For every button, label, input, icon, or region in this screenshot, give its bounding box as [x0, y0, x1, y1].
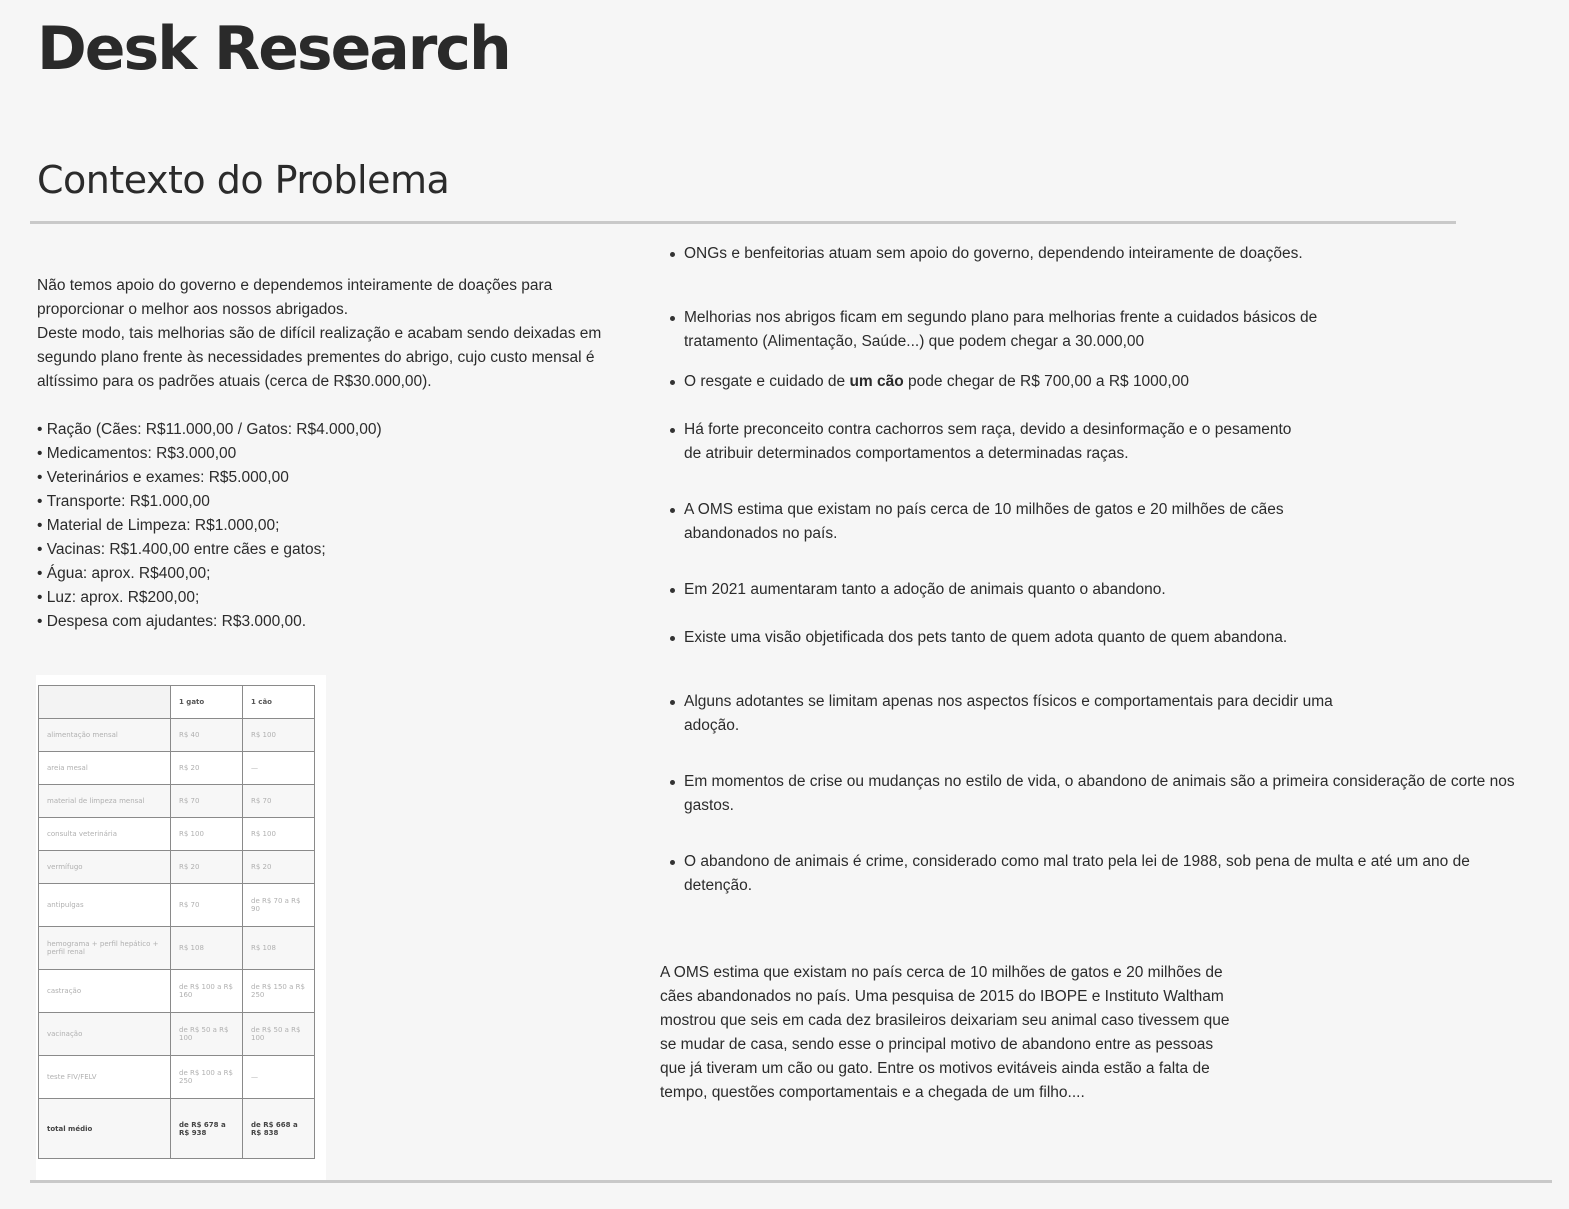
finding-item: A OMS estima que existam no país cerca de 10 milhões de gatos e 20 milhões de cães abandonados no país. — [660, 498, 1324, 546]
table-row — [39, 1013, 315, 1056]
table-row — [39, 785, 315, 818]
table-row — [39, 1056, 315, 1099]
table-cell: de R$ 150 a R$ 250 — [243, 970, 315, 1013]
bottom-divider — [30, 1180, 1552, 1183]
table-cell: R$ 108 — [243, 927, 315, 970]
table-cell: vermífugo — [39, 851, 171, 884]
table-row — [39, 851, 315, 884]
table-cell: R$ 20 — [243, 851, 315, 884]
table-cell: R$ 100 — [243, 719, 315, 752]
table-cell: consulta veterinária — [39, 818, 171, 851]
table-cell: de R$ 50 a R$ 100 — [171, 1013, 243, 1056]
table-cell: material de limpeza mensal — [39, 785, 171, 818]
table-cell: teste FIV/FELV — [39, 1056, 171, 1099]
cost-item: • Ração (Cães: R$11.000,00 / Gatos: R$4.000,00) — [37, 418, 637, 442]
finding-item: Melhorias nos abrigos ficam em segundo plano para melhorias frente a cuidados básicos de tratamento (Alimentação, Saúde...) que podem chegar a 30.000,00 — [660, 306, 1324, 354]
intro-paragraph-2: Deste modo, tais melhorias são de difícil realização e acabam sendo deixadas em segundo plano frente às necessidades prementes do abrigo, cujo custo mensal é altíssimo para os padrões atuais (cerca de R$30.000,00). — [37, 325, 602, 390]
table-cell: — — [243, 1056, 315, 1099]
finding-item: O abandono de animais é crime, considerado como mal trato pela lei de 1988, sob pena de multa e até um ano de detenção. — [660, 850, 1504, 898]
intro-paragraph-1: Não temos apoio do governo e dependemos inteiramente de doações para proporcionar o melhor aos nossos abrigados. — [37, 277, 553, 318]
cost-item: • Transporte: R$1.000,00 — [37, 490, 637, 514]
finding-item: Em 2021 aumentaram tanto a adoção de animais quanto o abandono. — [660, 578, 1444, 602]
table-row — [39, 970, 315, 1013]
pet-cost-table-image — [36, 675, 326, 1180]
finding-text: pode chegar de R$ 700,00 a R$ 1000,00 — [903, 373, 1189, 390]
problem-context-text — [37, 274, 637, 634]
finding-item: ONGs e benfeitorias atuam sem apoio do governo, dependendo inteiramente de doações. — [660, 242, 1444, 266]
table-cell: de R$ 100 a R$ 160 — [171, 970, 243, 1013]
finding-text: O resgate e cuidado de — [684, 373, 850, 390]
table-cell: de R$ 100 a R$ 250 — [171, 1056, 243, 1099]
table-cell: castração — [39, 970, 171, 1013]
table-cell: de R$ 678 a R$ 938 — [171, 1099, 243, 1159]
section-divider — [30, 221, 1456, 224]
table-cell: — — [243, 752, 315, 785]
cost-item: • Despesa com ajudantes: R$3.000,00. — [37, 610, 637, 634]
cost-item: • Veterinários e exames: R$5.000,00 — [37, 466, 637, 490]
finding-item: Existe uma visão objetificada dos pets tanto de quem adota quanto de quem abandona. — [660, 626, 1304, 650]
table-header-cell: 1 gato — [171, 686, 243, 719]
table-cell: de R$ 668 a R$ 838 — [243, 1099, 315, 1159]
table-header-cell: 1 cão — [243, 686, 315, 719]
finding-item: Alguns adotantes se limitam apenas nos aspectos físicos e comportamentais para decidir uma adoção. — [660, 690, 1344, 738]
table-cell: vacinação — [39, 1013, 171, 1056]
table-cell: R$ 70 — [171, 884, 243, 927]
cost-item: • Medicamentos: R$3.000,00 — [37, 442, 637, 466]
table-cell: hemograma + perfil hepático + perfil renal — [39, 927, 171, 970]
monthly-cost-list — [37, 418, 637, 634]
table-cell: areia mesal — [39, 752, 171, 785]
table-cell: R$ 20 — [171, 752, 243, 785]
table-cell: R$ 20 — [171, 851, 243, 884]
finding-item: Em momentos de crise ou mudanças no estilo de vida, o abandono de animais são a primeira consideração de corte nos gastos. — [660, 770, 1524, 818]
cost-item: • Água: aprox. R$400,00; — [37, 562, 637, 586]
page-title: Desk Research — [37, 14, 510, 84]
finding-emphasis: um cão — [849, 373, 904, 390]
table-row — [39, 818, 315, 851]
table-row — [39, 719, 315, 752]
table-row — [39, 752, 315, 785]
table-row — [39, 884, 315, 927]
table-cell: R$ 100 — [171, 818, 243, 851]
table-cell: R$ 40 — [171, 719, 243, 752]
table-row — [39, 927, 315, 970]
table-cell: total médio — [39, 1099, 171, 1159]
table-cell: R$ 108 — [171, 927, 243, 970]
table-header-cell — [39, 686, 171, 719]
table-cell: de R$ 50 a R$ 100 — [243, 1013, 315, 1056]
table-cell: alimentação mensal — [39, 719, 171, 752]
cost-item: • Luz: aprox. R$200,00; — [37, 586, 637, 610]
finding-item — [660, 370, 1444, 394]
table-total-row — [39, 1099, 315, 1159]
table-cell: R$ 70 — [243, 785, 315, 818]
table-cell: de R$ 70 a R$ 90 — [243, 884, 315, 927]
section-title: Contexto do Problema — [37, 158, 450, 202]
pet-cost-table — [38, 685, 315, 1159]
finding-item: Há forte preconceito contra cachorros sem raça, devido a desinformação e o pesamento de atribuir determinados comportamentos a determinadas raças. — [660, 418, 1304, 466]
cost-item: • Material de Limpeza: R$1.000,00; — [37, 514, 637, 538]
cost-item: • Vacinas: R$1.400,00 entre cães e gatos; — [37, 538, 637, 562]
table-cell: antipulgas — [39, 884, 171, 927]
table-cell: R$ 70 — [171, 785, 243, 818]
oms-summary-paragraph: A OMS estima que existam no país cerca de 10 milhões de gatos e 20 milhões de cães abandonados no país. Uma pesquisa de 2015 do IBOPE e Instituto Waltham mostrou que seis em cada dez brasileiros deixariam seu animal caso tivessem que se mudar de casa, sendo esse o principal motivo de abandono entre as pessoas que já tiveram um cão ou gato. Entre os motivos evitáveis ainda estão a falta de tempo, questões comportamentais e a chegada de um filho.... — [660, 964, 1230, 1101]
table-cell: R$ 100 — [243, 818, 315, 851]
